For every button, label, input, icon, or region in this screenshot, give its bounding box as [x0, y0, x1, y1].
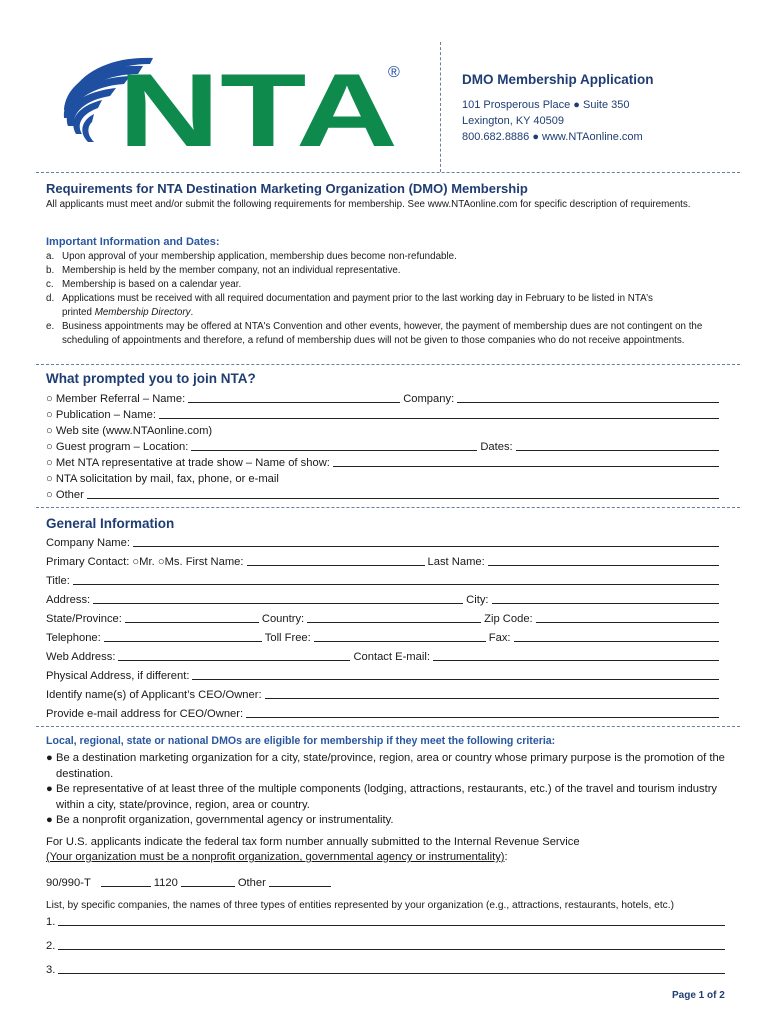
guest-program-row: ○ Guest program – Location: Dates: [46, 437, 722, 453]
important-title: Important Information and Dates: [46, 236, 220, 248]
guest-dates-input[interactable] [516, 439, 719, 451]
guest-location-input[interactable] [191, 439, 477, 451]
criteria-title: Local, regional, state or national DMOs are eligible for membership if they meet the following criteria: [46, 735, 556, 747]
list-item: ● Be a destination marketing organization for a city, state/province, region, area or country whose primary purpose is the promotion of the destination. [46, 752, 725, 780]
physical-address-input[interactable] [192, 668, 719, 680]
address-row: Address: City: [46, 590, 722, 606]
form-990-input[interactable] [101, 875, 151, 887]
ceo-email-input[interactable] [246, 706, 719, 718]
website-option[interactable]: ○ Web site (www.NTAonline.com) [46, 425, 213, 437]
title-input[interactable] [73, 573, 719, 585]
toll-free-input[interactable] [314, 630, 486, 642]
prompted-title: What prompted you to join NTA? [46, 371, 256, 386]
list-item: ● Be representative of at least three of the multiple components (lodging, attractions, restaurants, etc.) of the travel and tourism industry within a city, state/province, region, area or country. [46, 783, 718, 811]
nta-logo [58, 52, 408, 152]
contact-line: 800.682.8886 ● www.NTAonline.com [462, 131, 643, 143]
publication-row: ○ Publication – Name: [46, 405, 722, 421]
other-row: ○ Other [46, 485, 722, 501]
globe-icon [58, 52, 408, 152]
list-item: b. Membership is held by the member company, not an individual representative. [46, 265, 401, 276]
other-input[interactable] [87, 487, 719, 499]
list-item: e. Business appointments may be offered at NTA's Convention and other events, however, the payment of membership dues are not contingent on the scheduling of appointments and therefore, a refund of membership dues will not be given to those companies who do not receive appointments. [46, 321, 703, 346]
ceo-names-row: Identify name(s) of Applicant’s CEO/Owner: [46, 685, 722, 701]
zip-input[interactable] [536, 611, 719, 623]
telephone-row: Telephone: Toll Free: Fax: [46, 628, 722, 644]
address-line-2: Lexington, KY 40509 [462, 115, 564, 127]
title-row: Title: [46, 571, 722, 587]
city-input[interactable] [492, 592, 719, 604]
trade-show-input[interactable] [333, 455, 719, 467]
registered-mark: ® [388, 64, 400, 81]
state-row: State/Province: Country: Zip Code: [46, 609, 722, 625]
solicitation-option[interactable]: ○ NTA solicitation by mail, fax, phone, or e-mail [46, 473, 279, 485]
list-item: d. Applications must be received with all required documentation and payment prior to the last working day in February to be listed in NTA’s printed Membership Directory. [46, 293, 653, 318]
entity-1-input[interactable] [58, 914, 725, 926]
entity-row-3: 3. [46, 960, 728, 976]
entity-2-input[interactable] [58, 938, 725, 950]
address-input[interactable] [93, 592, 463, 604]
physical-address-row: Physical Address, if different: [46, 666, 722, 682]
entity-row-1: 1. [46, 912, 728, 928]
form-other-input[interactable] [269, 875, 331, 887]
header-divider [440, 42, 441, 172]
telephone-input[interactable] [104, 630, 262, 642]
page-number: Page 1 of 2 [672, 990, 725, 1001]
list-item: c. Membership is based on a calendar year. [46, 279, 242, 290]
referral-name-input[interactable] [188, 391, 400, 403]
entities-prompt: List, by specific companies, the names of three types of entities represented by your organization (e.g., attractions, restaurants, hotels, etc.) [46, 900, 674, 911]
first-name-input[interactable] [247, 554, 425, 566]
last-name-input[interactable] [488, 554, 719, 566]
entity-row-2: 2. [46, 936, 728, 952]
ceo-names-input[interactable] [265, 687, 719, 699]
web-address-input[interactable] [118, 649, 350, 661]
page-title: DMO Membership Application [462, 72, 654, 87]
general-title: General Information [46, 516, 175, 531]
publication-name-input[interactable] [159, 407, 719, 419]
primary-contact-row: Primary Contact: ○Mr. ○Ms. First Name: Last Name: [46, 552, 722, 568]
entity-3-input[interactable] [58, 962, 725, 974]
web-address-row: Web Address: Contact E-mail: [46, 647, 722, 663]
referral-company-input[interactable] [457, 391, 719, 403]
divider [36, 507, 740, 508]
tax-form-row: 90/990-T 1120 Other [46, 873, 366, 889]
svg-text:NTA: NTA [118, 53, 398, 152]
list-item: ● Be a nonprofit organization, governmental agency or instrumentality. [46, 814, 394, 826]
divider [36, 726, 740, 727]
divider [36, 364, 740, 365]
contact-email-input[interactable] [433, 649, 719, 661]
state-input[interactable] [125, 611, 259, 623]
trade-show-row: ○ Met NTA representative at trade show – Name of show: [46, 453, 722, 469]
company-name-input[interactable] [133, 535, 719, 547]
requirements-intro: All applicants must meet and/or submit the following requirements for membership. See www.NTAonline.com for specific description of requirements. [46, 199, 691, 210]
form-1120-input[interactable] [181, 875, 235, 887]
ceo-email-row: Provide e-mail address for CEO/Owner: [46, 704, 722, 720]
member-referral-row: ○ Member Referral – Name: Company: [46, 389, 722, 405]
requirements-title: Requirements for NTA Destination Marketing Organization (DMO) Membership [46, 181, 528, 196]
company-name-row: Company Name: [46, 533, 722, 549]
list-item: a. Upon approval of your membership application, membership dues become non-refundable. [46, 251, 457, 262]
country-input[interactable] [307, 611, 481, 623]
address-line-1: 101 Prosperous Place ● Suite 350 [462, 99, 630, 111]
divider [36, 172, 740, 173]
fax-input[interactable] [514, 630, 719, 642]
tax-instruction: For U.S. applicants indicate the federal tax form number annually submitted to the Internal Revenue Service (Your organization must be a nonprofit organization, governmental agency or instrumentality): [46, 836, 580, 863]
